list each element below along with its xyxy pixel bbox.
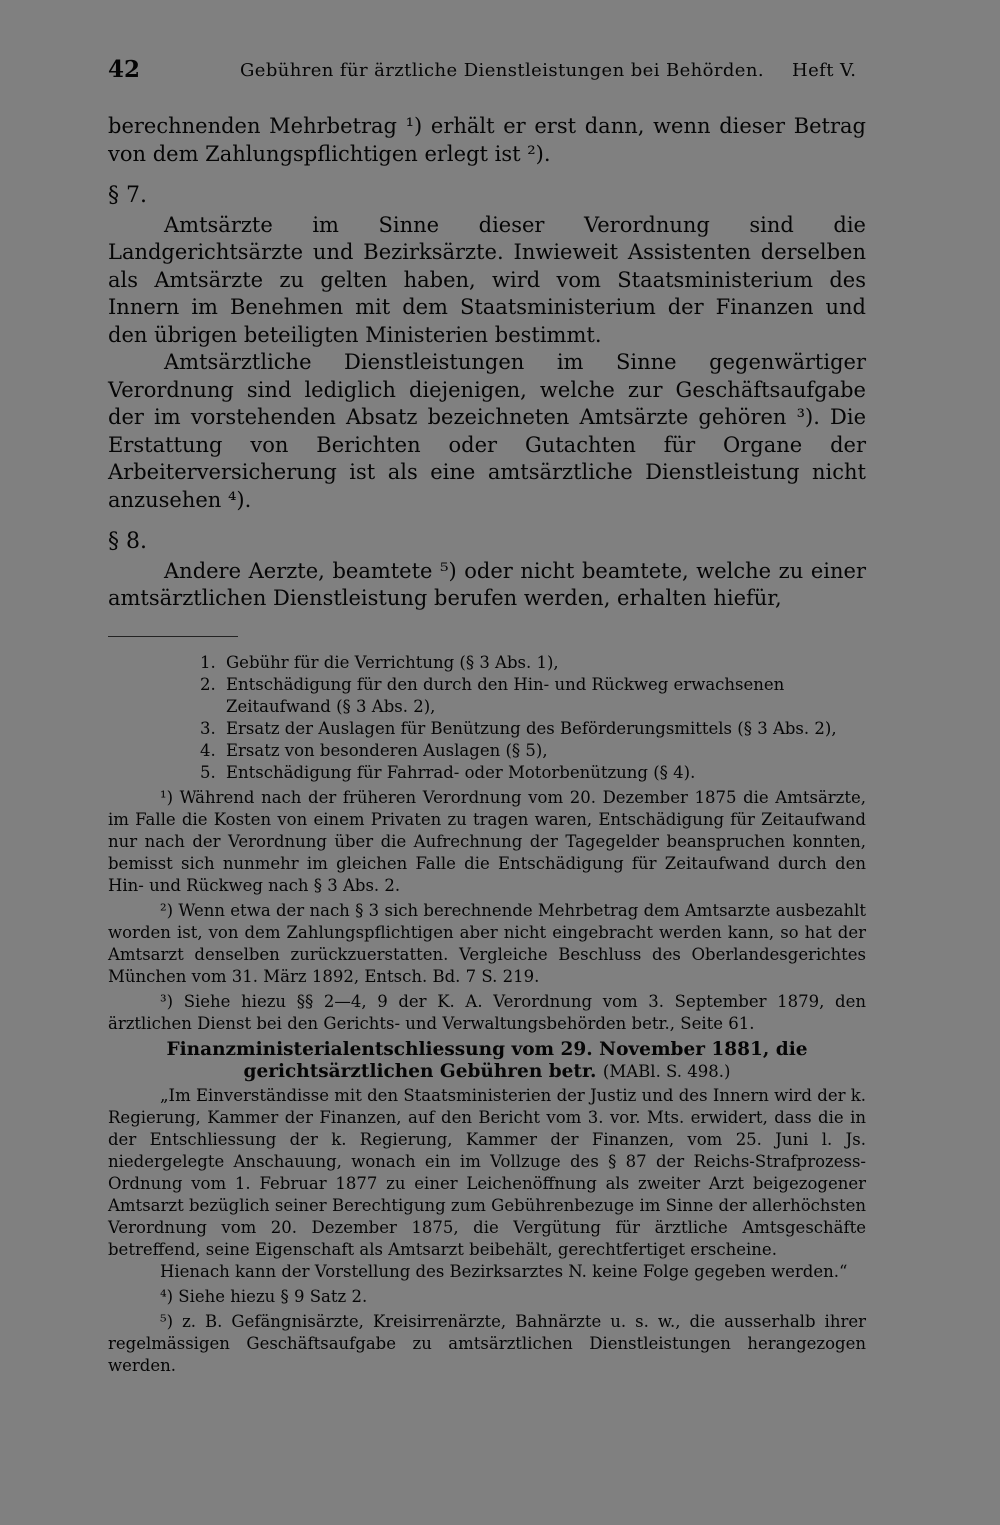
- footnote-5: ⁵) z. B. Gefängnisärzte, Kreisirrenärzte, Bahnärzte u. s. w., die ausserhalb ihrer regelmässigen Geschäftsaufgabe zu amtsärztlichen Dienstleistungen herangezogen werden.: [108, 1312, 866, 1375]
- section-7-paragraph-2: Amtsärztliche Dienstleistungen im Sinne gegenwärtiger Verordnung sind lediglich diejenigen, welche zur Geschäftsaufgabe der im vorstehenden Absatz bezeichneten Amtsärzte gehören ³). Die Erstattung von Berichten oder Gutachten für Organe der Arbeiterversicherung ist als eine amtsärztliche Dienstleistung nicht anzusehen ⁴).: [108, 350, 866, 512]
- section-8-paragraph-1: Andere Aerzte, beamtete ⁵) oder nicht beamtete, welche zu einer amtsärztlichen Dienstleistung berufen werden, erhalten hiefür,: [108, 558, 866, 610]
- list-item: 4. Ersatz von besonderen Auslagen (§ 5),: [200, 741, 548, 760]
- running-title: Gebühren für ärztliche Dienstleistungen bei Behörden.: [240, 60, 764, 81]
- quote-paragraph-2: Hienach kann der Vorstellung des Bezirksarztes N. keine Folge gegeben werden.“: [160, 1262, 848, 1281]
- enumerated-list: [108, 652, 866, 784]
- footnote-3: ³) Siehe hiezu §§ 2—4, 9 der K. A. Verordnung vom 3. September 1879, den ärztlichen Dienst bei den Gerichts- und Verwaltungsbehörden betr., Seite 61.: [108, 992, 866, 1033]
- issue-label: Heft V.: [792, 60, 857, 81]
- footnote-4: ⁴) Siehe hiezu § 9 Satz 2.: [160, 1287, 368, 1306]
- list-item: 2. Entschädigung für den durch den Hin- und Rückweg erwachsenen Zeitaufwand (§ 3 Abs. 2),: [200, 675, 785, 716]
- footnote-divider: [108, 636, 238, 637]
- paragraph-continued: berechnenden Mehrbetrag ¹) erhält er erst dann, wenn dieser Betrag von dem Zahlungspflichtigen erlegt ist ²).: [108, 114, 866, 166]
- footnote-area: [108, 652, 866, 1377]
- main-text: [108, 113, 866, 613]
- list-item: 3. Ersatz der Auslagen für Benützung des Beförderungsmittels (§ 3 Abs. 2),: [200, 719, 837, 738]
- section-8-title: § 8.: [108, 529, 147, 554]
- entschliessung-reference: (MABl. S. 498.): [602, 1062, 731, 1081]
- quote-paragraph-1: „Im Einverständisse mit den Staatsministerien der Justiz und des Innern wird der k. Regierung, Kammer der Finanzen, auf den Bericht vom 3. vor. Mts. erwidert, dass die in der Entschliessung der k. Regierung, Kammer der Finanzen, vom 25. Juni l. Js. niedergelegte Anschauung, wonach ein im Vollzuge des § 87 der Reichs-Strafprozess-Ordnung vom 1. Februar 1877 zu einer Leichenöffnung als zweiter Arzt beigezogener Amtsarzt bezüglich seiner Berechtigung zum Gebührenbezuge im Sinne der allerhöchsten Verordnung vom 20. Dezember 1875, die Vergütung für ärztliche Amtsgeschäfte betreffend, seine Eigenschaft als Amtsarzt beibehält, gerechtfertiget erscheine.: [108, 1086, 866, 1259]
- list-item: 1. Gebühr für die Verrichtung (§ 3 Abs. 1),: [200, 653, 559, 672]
- footnote-2: ²) Wenn etwa der nach § 3 sich berechnende Mehrbetrag dem Amtsarzte ausbezahlt worden ist, von dem Zahlungspflichtigen aber nicht eingebracht werden kann, so hat der Amtsarzt denselben zurückzuerstatten. Vergleiche Beschluss des Oberlandesgerichtes München vom 31. März 1892, Entsch. Bd. 7 S. 219.: [108, 901, 866, 986]
- list-item: 5. Entschädigung für Fahrrad- oder Motorbenützung (§ 4).: [200, 763, 696, 782]
- section-7-title: § 7.: [108, 183, 147, 208]
- entschliessung-heading: Finanzministerialentschliessung vom 29. November 1881, die gerichtsärztlichen Gebühren betr. (MABl. S. 498.): [166, 1039, 808, 1082]
- footnote-1: ¹) Während nach der früheren Verordnung vom 20. Dezember 1875 die Amtsärzte, im Falle die Kosten von einem Privaten zu tragen waren, Entschädigung für Zeitaufwand nur nach der Verordnung über die Aufrechnung der Tagegelder beanspruchen konnten, bemisst sich nunmehr im gleichen Falle die Entschädigung für Zeitaufwand durch den Hin- und Rückweg nach § 3 Abs. 2.: [108, 788, 866, 895]
- section-7-paragraph-1: Amtsärzte im Sinne dieser Verordnung sind die Landgerichtsärzte und Bezirksärzte. Inwieweit Assistenten derselben als Amtsärzte zu gelten haben, wird vom Staatsministerium des Innern im Benehmen mit dem Staatsministerium der Finanzen und den übrigen beteiligten Ministerien bestimmt.: [108, 212, 866, 347]
- page-number: 42: [108, 56, 141, 83]
